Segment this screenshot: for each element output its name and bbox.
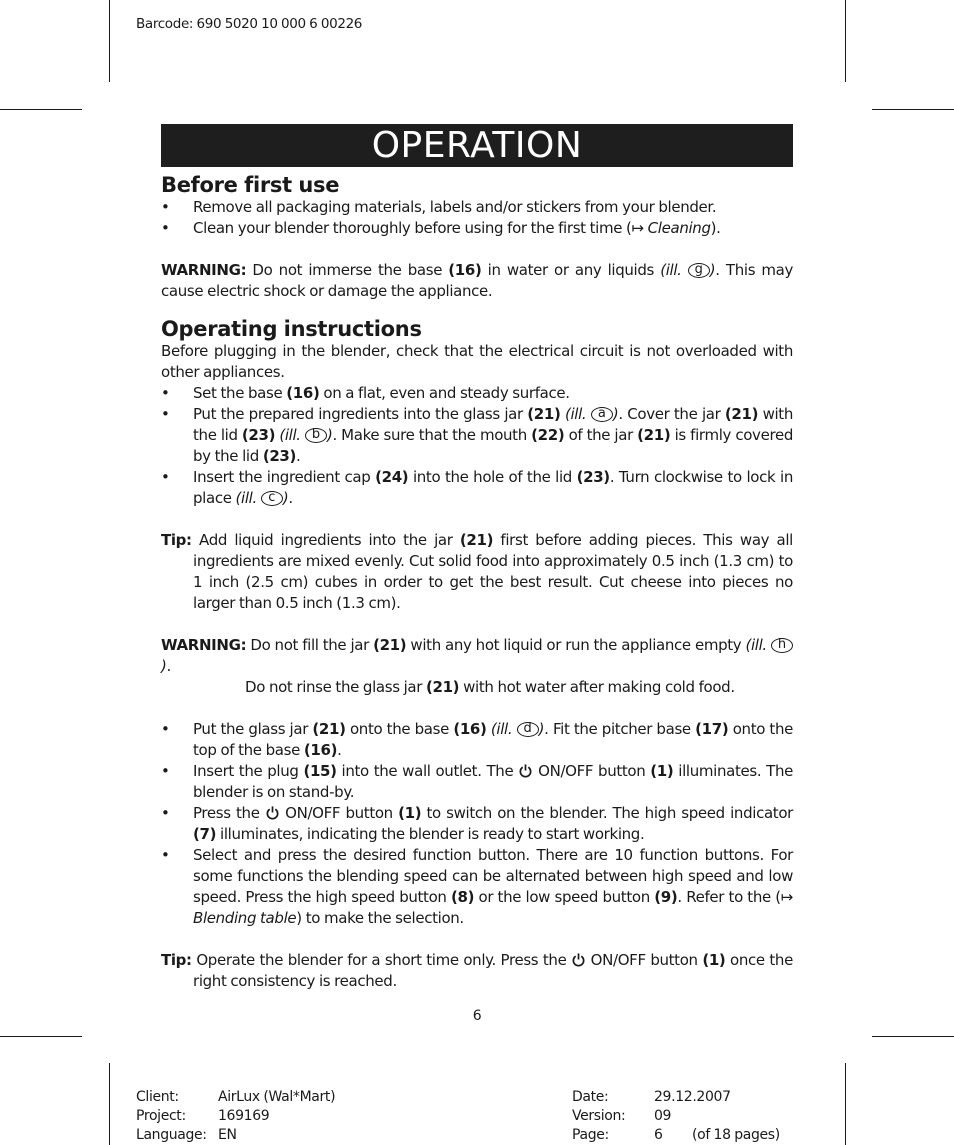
list-item: • Press the ON/OFF button (1) to switch on the blender. The high speed indicator (7) illuminates, indicating the blender is ready to start working. — [161, 804, 793, 843]
illustration-h-icon: h — [771, 638, 793, 653]
section-heading-operating-instructions: Operating instructions — [161, 317, 422, 341]
crop-mark — [845, 0, 846, 82]
crop-mark — [845, 1063, 846, 1145]
crop-mark — [0, 1036, 82, 1037]
before-first-use-section — [161, 173, 793, 302]
power-icon — [518, 763, 533, 778]
illustration-d-icon: d — [517, 722, 539, 737]
crop-mark — [0, 109, 82, 110]
footer-label: Page: — [572, 1127, 609, 1143]
list-item: • Insert the ingredient cap (24) into the hole of the lid (23). Turn clockwise to lock in place (ill. c ). — [161, 468, 793, 507]
footer-version: 09 — [654, 1108, 672, 1124]
illustration-g-icon: g — [688, 263, 710, 278]
footer-label: Client: — [136, 1089, 179, 1105]
intro-paragraph: Before plugging in the blender, check that the electrical circuit is not overloaded with other appliances. — [161, 342, 793, 381]
illustration-c-icon: c — [261, 491, 283, 506]
crop-mark — [109, 0, 110, 82]
footer-page: 6 — [654, 1127, 663, 1143]
list-item: • Clean your blender thoroughly before using for the first time (↦ Cleaning). — [161, 219, 721, 237]
footer-label: Project: — [136, 1108, 186, 1124]
page-title-bar — [161, 124, 793, 167]
crop-mark — [872, 109, 954, 110]
power-icon — [571, 952, 586, 967]
footer-language: EN — [218, 1127, 237, 1143]
list-item: • Put the prepared ingredients into the glass jar (21) (ill. a ). Cover the jar (21) with the lid (23) (ill. b ). Make sure that the mouth (22) of the jar (21) is firmly covered by the lid (23). — [161, 405, 793, 465]
power-icon — [265, 805, 280, 820]
footer-client: AirLux (Wal*Mart) — [218, 1089, 336, 1105]
section-heading-before-first-use: Before first use — [161, 173, 340, 197]
tip-short-time: Tip: Operate the blender for a short time only. Press the ON/OFF button (1) once the right consistency is reached. — [161, 951, 793, 990]
warning-immerse: WARNING: Do not immerse the base (16) in water or any liquids (ill. g ). This may cause electric shock or damage the appliance. — [161, 261, 793, 300]
warning-rinse: Do not rinse the glass jar (21) with hot water after making cold food. — [245, 678, 735, 696]
footer-label: Date: — [572, 1089, 609, 1105]
warning-hot-liquid: WARNING: Do not fill the jar (21) with any hot liquid or run the appliance empty (ill. h). — [161, 635, 793, 677]
footer-left — [136, 1088, 335, 1145]
operating-instructions-section — [161, 317, 793, 992]
list-item: • Insert the plug (15) into the wall outlet. The ON/OFF button (1) illuminates. The blender is on stand-by. — [161, 762, 793, 801]
illustration-b-icon: b — [305, 428, 327, 443]
list-item: • Select and press the desired function button. There are 10 function buttons. For some functions the blending speed can be alternated between high speed and low speed. Press the high speed button (8) or the low speed button (9). Refer to the (↦ Blending table) to make the selection. — [161, 846, 793, 927]
footer-label: Language: — [136, 1127, 207, 1143]
page-title: OPERATION — [371, 125, 583, 166]
page-number: 6 — [472, 1008, 482, 1024]
footer-date: 29.12.2007 — [654, 1089, 731, 1105]
tip-ingredients: Tip: Add liquid ingredients into the jar (21) first before adding pieces. This way all ingredients are mixed evenly. Cut solid food into approximately 0.5 inch (1.3 cm) to 1 inch (2.5 cm) cubes in order to get the best result. Cut cheese into pieces no larger than 0.5 inch (1.3 cm). — [161, 531, 793, 612]
list-item: • Remove all packaging materials, labels and/or stickers from your blender. — [161, 198, 717, 216]
reference-arrow-icon: ↦ — [631, 219, 644, 237]
list-item: • Put the glass jar (21) onto the base (16) (ill. d ). Fit the pitcher base (17) onto the top of the base (16). — [161, 720, 794, 759]
footer-label: Version: — [572, 1108, 626, 1124]
crop-mark — [872, 1036, 954, 1037]
footer-project: 169169 — [218, 1108, 270, 1124]
illustration-a-icon: a — [591, 407, 613, 422]
crop-mark — [109, 1063, 110, 1145]
list-item: • Set the base (16) on a flat, even and steady surface. — [161, 384, 570, 402]
footer-right — [572, 1088, 780, 1145]
barcode-text: Barcode: 690 5020 10 000 6 00226 — [136, 16, 363, 32]
footer-page-of: (of 18 pages) — [692, 1127, 780, 1143]
reference-arrow-icon: ↦ — [780, 888, 793, 906]
